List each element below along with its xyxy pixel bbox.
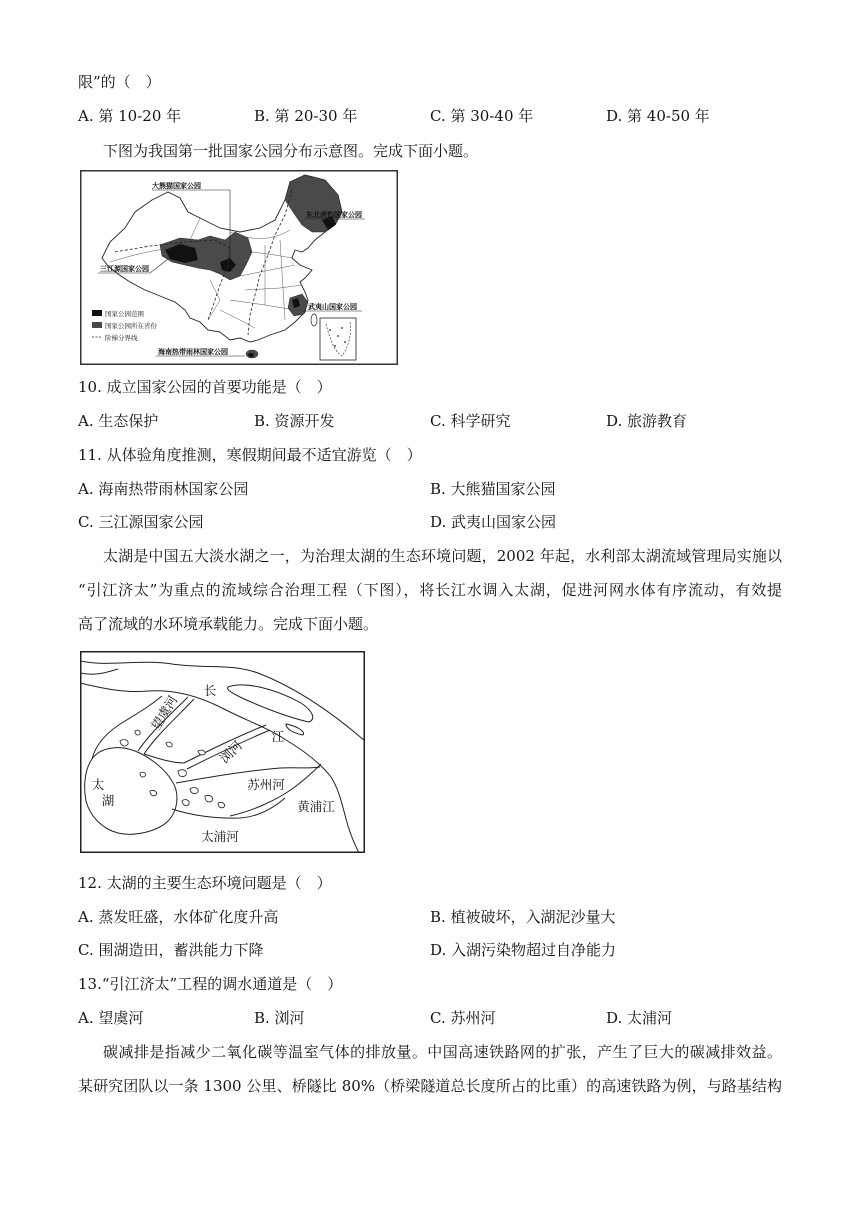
label-chang: 长 [203,683,217,698]
taihu-intro-line-3: 高了流域的水环境承载能力。完成下面小题。 [78,615,379,633]
label-liu-river: 浏河 [216,737,245,766]
q12-stem: 12. 太湖的主要生态环境问题是（ ） [78,874,332,892]
label-wuyishan-park: 武夷山国家公园 [308,302,357,311]
q13-stem: 13.“引江济太”工程的调水通道是（ ） [78,975,343,993]
q10-option-d: D. 旅游教育 [606,412,688,430]
q10-option-b: B. 资源开发 [254,412,335,430]
q10-option-a: A. 生态保护 [78,412,159,430]
q13-option-b: B. 浏河 [254,1009,305,1027]
south-china-sea-inset [320,318,356,360]
q11-option-c: C. 三江源国家公园 [78,513,204,531]
label-jiang: 江 [271,729,285,744]
taihu-intro-line-1: 太湖是中国五大淡水湖之一，为治理太湖的生态环境问题，2002 年起，水利部太湖流域管理局实施以 [103,547,782,565]
q13-option-d: D. 太浦河 [606,1009,673,1027]
label-hainan-park: 海南热带雨林国家公园 [158,347,228,356]
carbon-intro-line-2: 某研究团队以一条 1300 公里、桥隧比 80%（桥梁隧道总长度所占的比重）的高速铁路为例，与路基结构 [78,1077,782,1095]
q10-option-c: C. 科学研究 [430,412,511,430]
taihu-water-diversion-map [80,651,365,853]
label-taipu-river: 太浦河 [201,829,239,844]
q12-option-a: A. 蒸发旺盛，水体矿化度升高 [78,908,279,926]
q9-stem-tail: 限”的（ ） [78,73,161,91]
q11-option-a: A. 海南热带雨林国家公园 [78,480,249,498]
q12-option-d: D. 入湖污染物超过自净能力 [430,941,617,959]
parks-intro: 下图为我国第一批国家公园分布示意图。完成下面小题。 [103,142,479,160]
label-tiger-leopard-park: 东北虎豹国家公园 [306,210,362,219]
national-parks-map [80,170,398,365]
label-tai: 太 [91,777,105,792]
q10-stem: 10. 成立国家公园的首要功能是（ ） [78,378,332,396]
label-sanjiangyuan-park: 三江源国家公园 [100,264,149,273]
q11-option-b: B. 大熊猫国家公园 [430,480,556,498]
legend-park-province: 国家公园所在省份 [105,322,157,330]
q11-option-d: D. 武夷山国家公园 [430,513,557,531]
label-giant-panda-park: 大熊猫国家公园 [152,181,201,190]
legend-park-range: 国家公园范围 [105,310,144,318]
taiwan-island [311,314,317,326]
q12-option-c: C. 围湖造田，蓄洪能力下降 [78,941,264,959]
label-wangyu-river: 望虞河 [147,692,181,733]
q12-option-b: B. 植被破坏，入湖泥沙量大 [430,908,616,926]
taihu-intro-line-2: “引江济太”为重点的流域综合治理工程（下图），将长江水调入太湖，促进河网水体有序流动，有效提 [78,581,782,599]
q11-stem: 11. 从体验角度推测，寒假期间最不适宜游览（ ） [78,446,422,464]
label-hu: 湖 [101,793,115,808]
q9-option-a: A. 第 10-20 年 [78,107,182,125]
q13-option-a: A. 望虞河 [78,1009,144,1027]
q13-option-c: C. 苏州河 [430,1009,496,1027]
q9-option-c: C. 第 30-40 年 [430,107,534,125]
q9-option-b: B. 第 20-30 年 [254,107,358,125]
carbon-intro-line-1: 碳减排是指减少二氧化碳等温室气体的排放量。中国高速铁路网的扩张，产生了巨大的碳减排效益。 [103,1043,782,1061]
label-suzhou-river: 苏州河 [247,777,285,792]
legend-step-boundary: 阶梯分界线 [105,334,138,342]
q9-option-d: D. 第 40-50 年 [606,107,710,125]
label-huangpu-river: 黄浦江 [297,799,335,814]
